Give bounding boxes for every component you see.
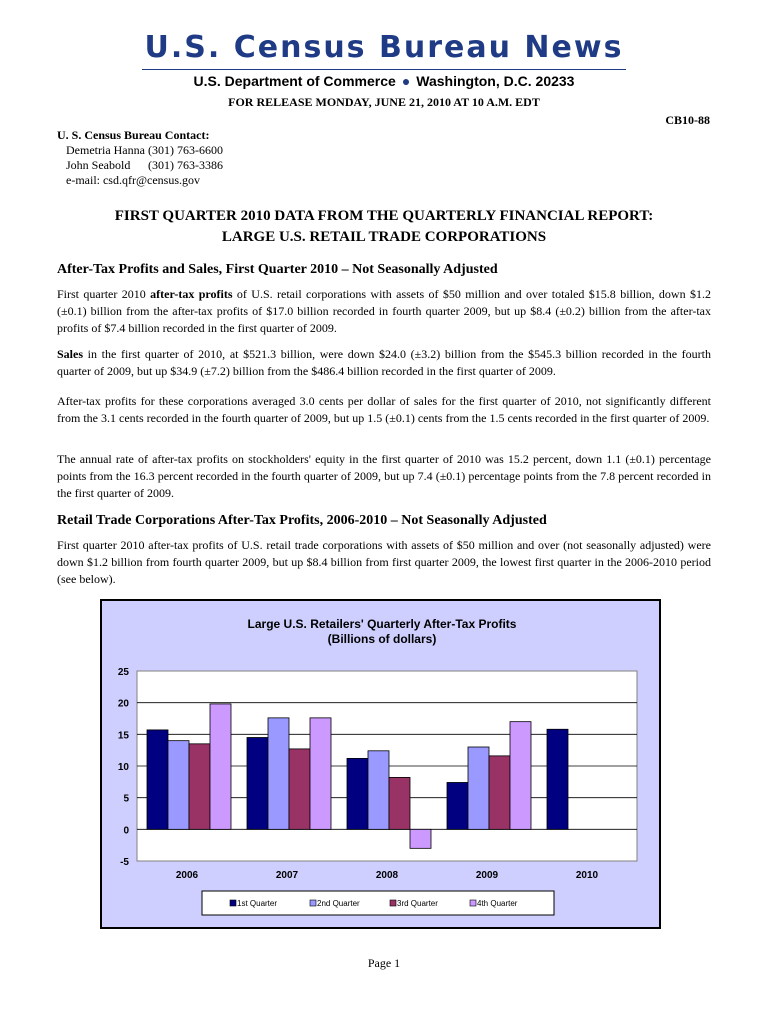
y-tick-label: 20 [117,698,129,710]
report-title [0,206,768,248]
paragraph-sales [57,346,711,380]
legend-swatch [310,900,316,906]
contact-email[interactable]: e-mail: csd.qfr@census.gov [66,173,201,187]
bar [510,722,531,830]
paragraph-emphasis: after-tax profits [150,287,233,301]
paragraph-trend: First quarter 2010 after-tax profits of U.S. retail trade corporations with assets of $50 million and over (not seasonally adjusted) were down $1.2 billion from fourth quarter 2009, but up $8.4 billion from first quarter 2009, the lowest first quarter in the 2006-2010 period (see below). [57,538,711,586]
paragraph-text: in the first quarter of 2010, at $521.3 billion, were down $24.0 (±3.2) billion from the $545.3 billion recorded in the fourth quarter of 2009, but up $34.9 (±7.2) billion from the $486.4 billion recorded in the first quarter of 2009. [57,347,711,378]
paragraph-profits-per-dollar: After-tax profits for these corporations averaged 3.0 cents per dollar of sales for the first quarter of 2010, not significantly different from the 3.1 cents recorded in the fourth quarter of 2009, but up 1.5 (±0.1) cents from the 1.5 cents recorded in the first quarter of 2009. [57,394,711,425]
bar [289,749,310,829]
paragraph-text: of U.S. retail corporations with assets of $50 million and over totaled $15.8 billion, down $1.2 (±0.1) billion from the after-tax profits of $17.0 billion recorded in fourth quarter 2009, but up $8.4 (±0.2) billion from the after-tax profits of $7.4 billion recorded in the first quarter of 2009. [57,287,711,335]
chart-subtitle: (Billions of dollars) [327,632,437,646]
y-tick-label: 5 [123,793,129,805]
contact-phone: (301) 763-3386 [148,158,223,172]
report-title-line: FIRST QUARTER 2010 DATA FROM THE QUARTERLY FINANCIAL REPORT: [114,208,654,224]
bar [410,829,431,848]
bullet-icon: ● [401,73,411,89]
y-tick-label: 25 [117,667,129,678]
bar [489,756,510,829]
bar [347,758,368,829]
bar [547,729,568,829]
masthead [0,30,768,89]
release-line: FOR RELEASE MONDAY, JUNE 21, 2010 AT 10 A.M. EDT [228,95,540,109]
masthead-subtitle [0,73,768,89]
legend-swatch [470,900,476,906]
legend-label: 4th Quarter [477,899,518,908]
paragraph-text: First quarter 2010 [57,287,151,301]
section-heading: Retail Trade Corporations After-Tax Profits, 2006-2010 – Not Seasonally Adjusted [57,513,547,528]
bar [468,747,489,829]
legend-swatch [230,900,236,906]
chart-title: Large U.S. Retailers' Quarterly After-Tax Profits [247,617,517,631]
contact-person [57,158,223,173]
page-number: Page 1 [367,956,401,970]
legend-label: 1st Quarter [237,899,278,908]
department-name: U.S. Department of Commerce [193,73,396,89]
x-tick-label: 2010 [575,870,599,881]
profits-chart [100,599,661,929]
x-tick-label: 2007 [275,870,299,881]
paragraph-after-tax-profits [57,286,711,337]
bar [447,782,468,829]
paragraph-return-on-equity: The annual rate of after-tax profits on stockholders' equity in the first quarter of 2010 was 15.2 percent, down 1.1 (±0.1) percentage points from the 16.3 percent recorded in the fourth quarter of 2009, but up 7.4 (±0.1) percentage points from the 7.8 percent recorded in the first quarter of 2009. [57,452,711,500]
location: Washington, D.C. 20233 [416,73,575,89]
masthead-title: U.S. Census Bureau News [144,30,624,65]
contact-heading: U. S. Census Bureau Contact: [57,128,210,142]
bar [168,741,189,830]
x-tick-label: 2008 [375,870,399,881]
contact-name: John Seabold [66,158,131,172]
release-number: CB10-88 [665,113,710,127]
bar [210,704,231,829]
bar [247,738,268,830]
bar [147,730,168,829]
legend-label: 2nd Quarter [317,899,360,908]
bar [368,751,389,830]
y-tick-label: 10 [117,762,129,773]
bar [268,718,289,829]
contact-phone: (301) 763-6600 [148,143,223,157]
masthead-rule [142,69,626,70]
profits-chart-svg [102,601,659,927]
legend-swatch [390,900,396,906]
y-tick-label: 0 [123,825,129,837]
section-heading: After-Tax Profits and Sales, First Quarter 2010 – Not Seasonally Adjusted [57,262,498,277]
legend-label: 3rd Quarter [397,899,438,908]
bar [189,744,210,830]
bar [389,777,410,829]
contact-block [57,128,223,188]
bar [310,718,331,829]
paragraph-emphasis: Sales [57,347,84,361]
y-tick-label: 15 [117,730,129,742]
contact-person [57,143,223,158]
report-title-line: LARGE U.S. RETAIL TRADE CORPORATIONS [221,229,547,245]
y-tick-label: -5 [120,857,129,868]
x-tick-label: 2006 [175,870,199,881]
x-tick-label: 2009 [475,870,499,881]
contact-name: Demetria Hanna [66,143,145,157]
